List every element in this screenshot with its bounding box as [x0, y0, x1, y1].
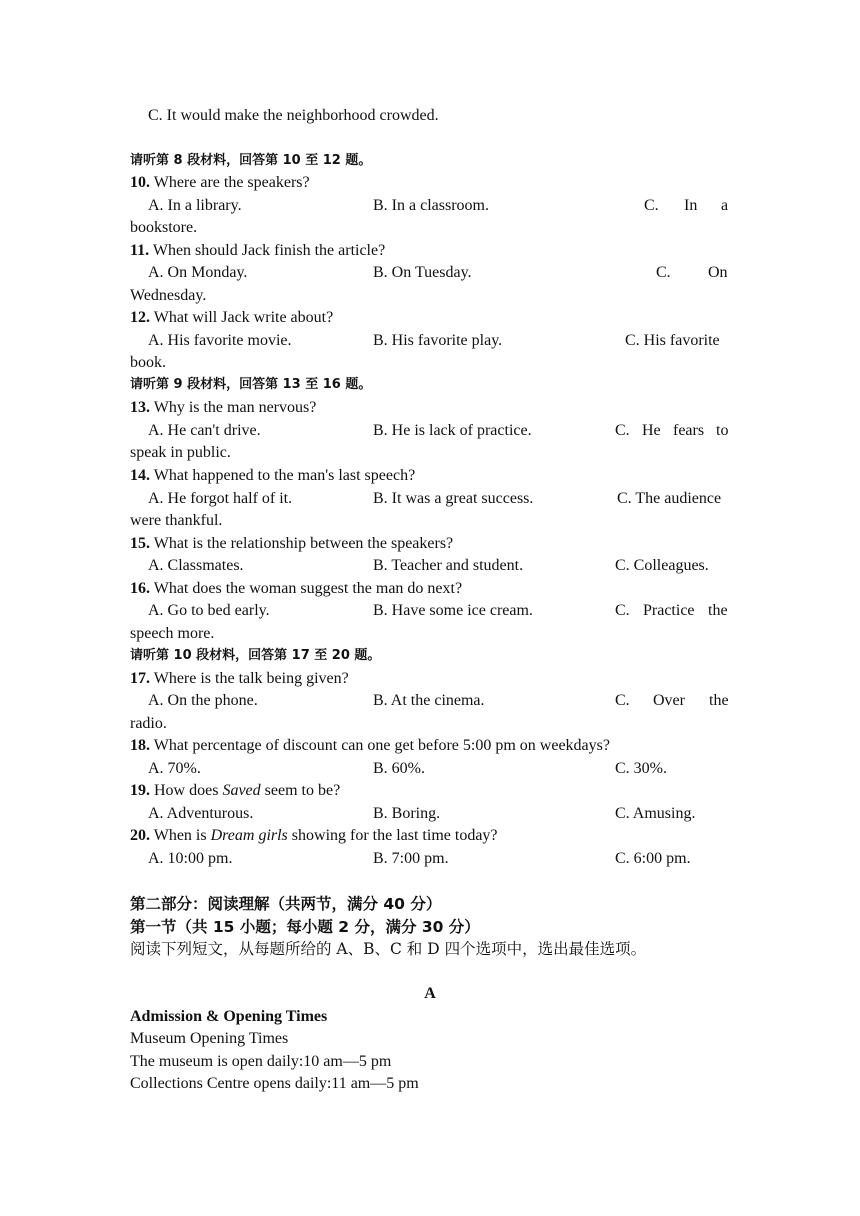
q17-number: 17. [130, 670, 150, 687]
q12-option-a: A. His favorite movie. [148, 332, 292, 349]
q11-number: 11. [130, 242, 150, 259]
q18-option-b: B. 60%. [373, 760, 425, 777]
q20-option-a: A. 10:00 pm. [148, 850, 233, 867]
q18-stem [130, 735, 610, 757]
section-9-instruction: 请听第 9 段材料，回答第 13 至 16 题。 [130, 377, 372, 392]
q14-number: 14. [130, 467, 150, 484]
q16-option-b: B. Have some ice cream. [373, 602, 533, 619]
passage-line: Museum Opening Times [130, 1030, 289, 1047]
q13-stem [130, 397, 316, 419]
passage-line: The museum is open daily:10 am—5 pm [130, 1053, 392, 1070]
q19-stem [130, 780, 340, 802]
q19-option-c: C. Amusing. [615, 805, 696, 822]
passage-heading: Admission & Opening Times [130, 1008, 328, 1025]
q16-option-a: A. Go to bed early. [148, 602, 270, 619]
q16-option-c-1: C. [615, 602, 630, 619]
q16-option-c-continued: speech more. [130, 625, 215, 642]
q20-text-post: showing for the last time today? [287, 827, 498, 844]
q17-option-c-2: Over [653, 692, 685, 709]
q20-text-pre: When is [150, 827, 211, 844]
q19-number: 19. [130, 782, 150, 799]
passage-line: Collections Centre opens daily:11 am—5 pm [130, 1075, 419, 1092]
q15-option-c: C. Colleagues. [615, 557, 709, 574]
q18-option-a: A. 70%. [148, 760, 201, 777]
q14-option-a: A. He forgot half of it. [148, 490, 293, 507]
q11-option-a: A. On Monday. [148, 264, 248, 281]
q11-stem [130, 240, 385, 262]
q11-text: When should Jack finish the article? [149, 242, 386, 259]
q17-option-c-1: C. [615, 692, 630, 709]
q16-text: What does the woman suggest the man do next? [150, 580, 463, 597]
q12-option-c: C. His favorite [625, 332, 720, 349]
q11-option-c-continued: Wednesday. [130, 287, 207, 304]
q13-option-b: B. He is lack of practice. [373, 422, 532, 439]
q12-option-b: B. His favorite play. [373, 332, 503, 349]
q15-text: What is the relationship between the speakers? [150, 535, 454, 552]
q17-text: Where is the talk being given? [150, 670, 349, 687]
q10-option-c-continued: bookstore. [130, 219, 198, 236]
q15-option-a: A. Classmates. [148, 557, 244, 574]
q13-option-a: A. He can't drive. [148, 422, 261, 439]
q10-text: Where are the speakers? [150, 174, 310, 191]
q18-option-c: C. 30%. [615, 760, 667, 777]
q11-option-c-2: On [708, 264, 728, 281]
q10-option-c-2: In [684, 197, 698, 214]
q18-number: 18. [130, 737, 150, 754]
q11-option-c-1: C. [656, 264, 671, 281]
q14-option-c: C. The audience [617, 490, 722, 507]
q19-option-b: B. Boring. [373, 805, 441, 822]
q10-option-a: A. In a library. [148, 197, 242, 214]
section-8-instruction: 请听第 8 段材料，回答第 10 至 12 题。 [130, 153, 372, 168]
q10-stem [130, 172, 310, 194]
q20-stem [130, 825, 498, 847]
q12-number: 12. [130, 309, 150, 326]
q13-option-c-3: fears [673, 422, 705, 439]
q9-option-c: C. It would make the neighborhood crowded. [148, 107, 439, 124]
q10-option-c-3: a [721, 197, 729, 214]
q20-text-title: Dream girls [210, 827, 288, 844]
q12-option-c-continued: book. [130, 354, 166, 371]
q20-option-c: C. 6:00 pm. [615, 850, 691, 867]
q16-option-c-2: Practice [643, 602, 695, 619]
q14-text: What happened to the man's last speech? [150, 467, 416, 484]
q19-option-a: A. Adventurous. [148, 805, 254, 822]
q19-text-title: Saved [222, 782, 261, 799]
q13-option-c-continued: speak in public. [130, 444, 231, 461]
q16-option-c-3: the [708, 602, 728, 619]
q17-option-a: A. On the phone. [148, 692, 258, 709]
q13-option-c-4: to [716, 422, 729, 439]
q13-option-c-1: C. [615, 422, 630, 439]
q20-number: 20. [130, 827, 150, 844]
q16-stem [130, 578, 462, 600]
part-two-title: 第二部分：阅读理解（共两节，满分 40 分） [130, 895, 442, 913]
q10-option-c-1: C. [644, 197, 659, 214]
q19-text-post: seem to be? [260, 782, 341, 799]
q12-text: What will Jack write about? [150, 309, 334, 326]
q14-option-c-continued: were thankful. [130, 512, 223, 529]
q13-option-c-2: He [642, 422, 661, 439]
q15-stem [130, 533, 453, 555]
q16-number: 16. [130, 580, 150, 597]
q12-stem [130, 307, 333, 329]
q20-option-b: B. 7:00 pm. [373, 850, 449, 867]
part-two-section-one-title: 第一节（共 15 小题；每小题 2 分，满分 30 分） [130, 918, 480, 936]
q15-option-b: B. Teacher and student. [373, 557, 524, 574]
q10-number: 10. [130, 174, 150, 191]
q13-text: Why is the man nervous? [150, 399, 317, 416]
q14-stem [130, 465, 415, 487]
q15-number: 15. [130, 535, 150, 552]
q17-option-c-3: the [709, 692, 729, 709]
q11-option-b: B. On Tuesday. [373, 264, 472, 281]
q17-stem [130, 668, 349, 690]
section-10-instruction: 请听第 10 段材料，回答第 17 至 20 题。 [130, 648, 381, 663]
passage-letter: A [424, 985, 436, 1002]
q18-text: What percentage of discount can one get before 5:00 pm on weekdays? [150, 737, 610, 754]
q17-option-c-continued: radio. [130, 715, 167, 732]
q13-number: 13. [130, 399, 150, 416]
q17-option-b: B. At the cinema. [373, 692, 485, 709]
q14-option-b: B. It was a great success. [373, 490, 534, 507]
part-two-instructions: 阅读下列短文，从每题所给的 A、B、C 和 D 四个选项中，选出最佳选项。 [130, 940, 647, 958]
q19-text-pre: How does [150, 782, 223, 799]
q10-option-b: B. In a classroom. [373, 197, 489, 214]
